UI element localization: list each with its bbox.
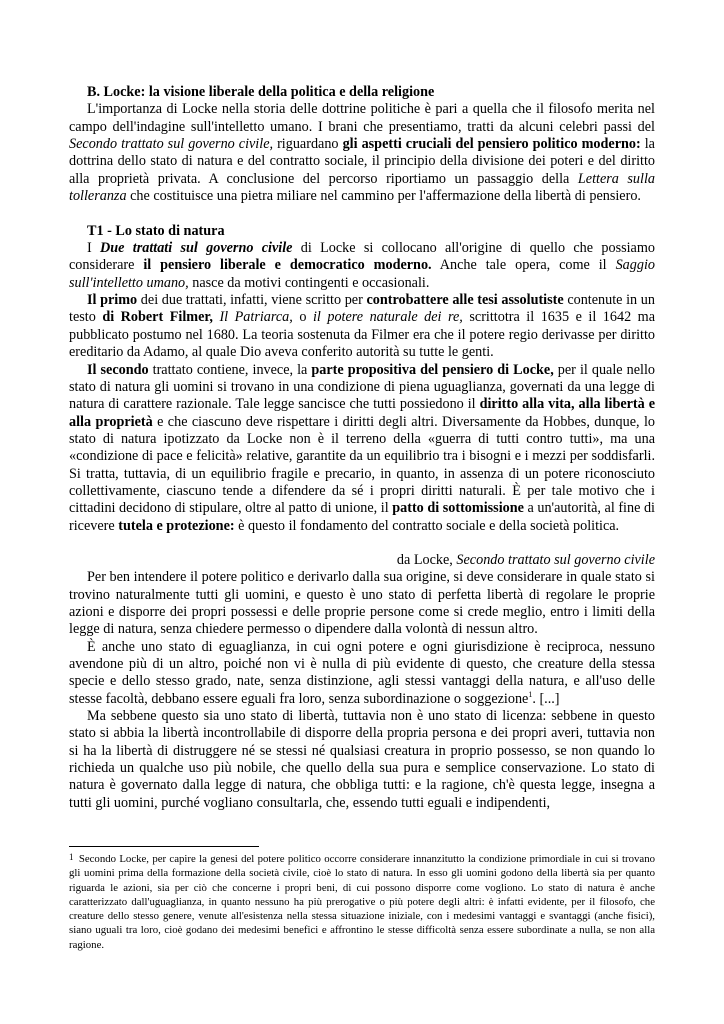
document-page: [69, 84, 655, 812]
footnote-reference[interactable]: 1: [528, 689, 533, 699]
t1-paragraph-1: I Due trattati sul governo civile di Locke si collocano all'origine di quello che possiamo considerare il pensiero liberale e democratico moderno. Anche tale opera, come il Saggio sull'intelletto umano, nasce da motivi contingenti e occasionali.: [69, 240, 655, 291]
t1-paragraph-2: Il primo dei due trattati, infatti, viene scritto per controbattere alle tesi assolutiste contenute in un testo di Robert Filmer, Il Patriarca, o il potere naturale dei re, scrittotra il 1635 e il 1642 ma pubblicato postumo nel 1680. La teoria sostenuta da Filmer era che il potere regio derivasse per diritto ereditario da Adamo, al quale Dio aveva conferito autorità su tutte le genti.: [69, 292, 656, 361]
footnote: [69, 852, 655, 952]
footnote-divider: [69, 846, 259, 847]
source-citation: da Locke, Secondo trattato sul governo civile: [396, 551, 655, 568]
t1-paragraph-3: Il secondo trattato contiene, invece, la parte propositiva del pensiero di Locke, per il quale nello stato di natura gli uomini si trovano in una condizione di piena uguaglianza, governati da una legge di natura di carattere razionale. Tale legge sancisce che tutti possiedono il diritto alla vita, alla libertà e alla proprietà e che ciascuno deve rispettare i diritti degli altri. Diversamente da Hobbes, dunque, lo stato di natura ipotizzato da Locke non è il terreno della «guerra di tutti contro tutti», ma una «condizione di pace e felicità» relative, garantite da un equilibrio tra i bisogni e i mezzi per soddisfarli. Si tratta, tuttavia, di un equilibrio fragile e precario, in quanto, in assenza di un potere riconosciuto collettivamente, ciascuno tende a difendere da sé i propri diritti naturali. È per tale motivo che i cittadini decidono di stipulare, oltre al patto di unione, il patto di sottomissione a un'autorità, al fine di ricevere tutela e protezione: è questo il fondamento del contratto sociale e della società politica.: [69, 361, 656, 534]
section-title: B. Locke: la visione liberale della politica e della religione: [87, 84, 435, 100]
t1-title: T1 - Lo stato di natura: [87, 222, 225, 239]
footnote-text: Secondo Locke, per capire la genesi del potere politico occorre considerare innanzitutto la condizione primordiale in cui si trovano gli uomini prima della formazione della società civile, cioè lo stato di natura. In esso gli uomini godono della libertà sia per quanto riguarda le azioni, sia per ciò che concerne i propri beni, di cui possono disporre come vogliono. Lo stato di natura è anche caratterizzato dall'uguaglianza, in quanto nessuno ha più prerogative o più potere degli altri: è infatti evidente, per il filosofo, che creature dello stesso genere, venute all'esistenza nella stessa situazione iniziale, con i medesimi vantaggi e svantaggi (anche fisici), siano uguali tra loro, cioè godano dei medesimi benefici e affrontino le stesse difficoltà senza essere subordinate a nulla, se non alla ragione.: [69, 853, 656, 951]
reading-paragraph-2: È anche uno stato di eguaglianza, in cui ogni potere e ogni giurisdizione è reciproca, nessuno avendone più di un altro, poiché non vi è nulla di più evidente di questo, che creature della stessa specie e dello stesso grado, nate, senza distinzione, agli stessi vantaggi della natura, e all'uso delle stesse facoltà, debbano essere eguali fra loro, senza subordinazione o soggezione$^1$. [...]: [69, 638, 655, 707]
intro-paragraph: L'importanza di Locke nella storia delle dottrine politiche è pari a quella che il filosofo merita nel campo dell'indagine sull'intelletto umano. I brani che presentiamo, tratti da alcuni celebri passi del Secondo trattato sul governo civile, riguardano gli aspetti cruciali del pensiero politico moderno: la dottrina dello stato di natura e del contratto sociale, il principio della divisione dei poteri e del diritto alla proprietà privata. A conclusione del percorso riportiamo un passaggio della Lettera sulla tolleranza che costituisce una pietra miliare nel cammino per l'affermazione della libertà di pensiero.: [69, 101, 655, 205]
reading-paragraph-3: Ma sebbene questo sia uno stato di libertà, tuttavia non è uno stato di licenza: sebbene in questo stato si abbia la libertà incontrollabile di disporre della propria persona e dei propri averi, tuttavia non si ha la libertà di distruggere né se stessi né qualsiasi creatura in proprio possesso, se non quando lo richieda un qualche uso più nobile, che quello della sua pura e semplice conservazione. Lo stato di natura è governato dalla legge di natura, che obbliga tutti: e la ragione, ch'è questa legge, insegna a tutti gli uomini, purché vogliano consultarla, che, essendo tutti eguali e indipendenti,: [69, 708, 655, 811]
footnote-number: 1: [69, 852, 74, 862]
reading-paragraph-1: Per ben intendere il potere politico e derivarlo dalla sua origine, si deve considerare in quale stato si trovino naturalmente tutti gli uomini, e questo è uno stato di perfetta libertà di regolare le proprie azioni e disporre dei propri possessi e delle proprie persone come si crede meglio, entro i limiti della legge di natura, senza chiedere permesso o dipendere dalla volontà di nessun altro.: [69, 569, 655, 638]
